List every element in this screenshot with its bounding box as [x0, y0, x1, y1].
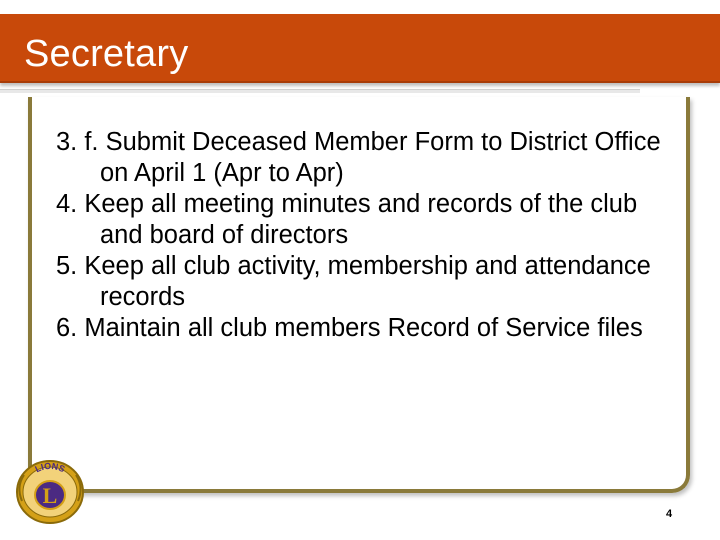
lions-emblem-icon [12, 457, 88, 527]
list-item: 6. Maintain all club members Record of Service files [56, 314, 643, 342]
bullet-list [56, 127, 676, 344]
slide-title: Secretary [24, 33, 189, 75]
emblem-text: LIONS [33, 460, 67, 475]
emblem-letter: L [42, 483, 58, 508]
page-number: 4 [666, 508, 673, 520]
list-item: 5. Keep all club activity, membership and attendance records [56, 252, 651, 311]
title-bar [0, 14, 720, 83]
list-item: 3. f. Submit Deceased Member Form to District Office on April 1 (Apr to Apr) [56, 128, 661, 187]
list-item: 4. Keep all meeting minutes and records of the club and board of directors [56, 190, 638, 249]
title-underline [0, 89, 640, 93]
